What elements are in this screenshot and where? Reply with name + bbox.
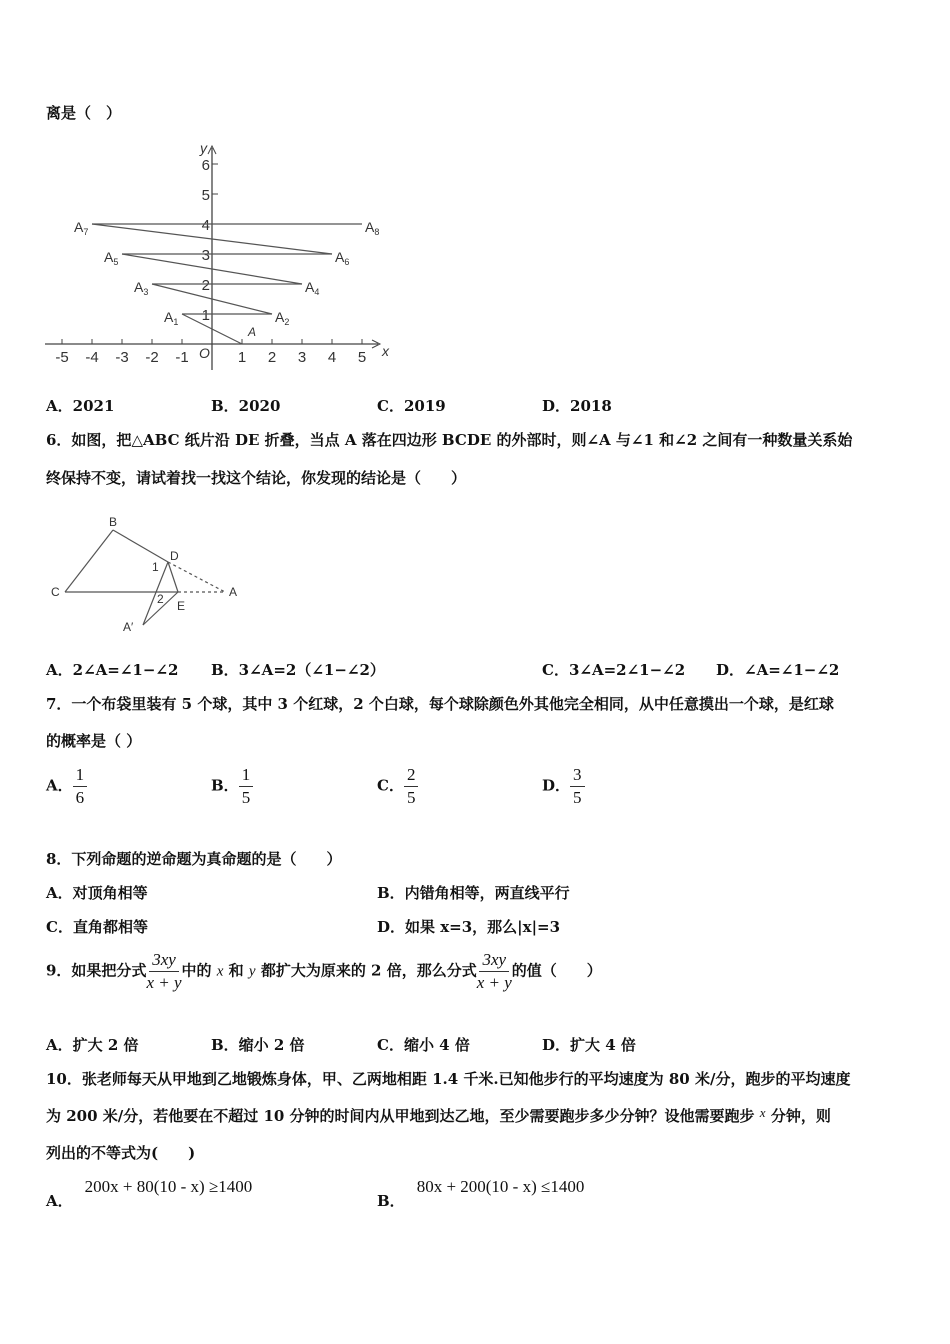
q9-option-b[interactable]: B．缩小 2 倍 xyxy=(211,1036,305,1054)
q8-option-c[interactable]: C．直角都相等 xyxy=(46,918,148,936)
x-tick-label: -1 xyxy=(175,349,189,366)
point-label: $A_4$ xyxy=(305,279,320,297)
label-a-prime: A′ xyxy=(123,620,134,634)
point-label: $A_7$ xyxy=(74,219,89,237)
fraction xyxy=(404,764,419,809)
q6-triangle-figure xyxy=(0,505,260,645)
numerator: 3xy xyxy=(479,949,509,972)
numerator: 1 xyxy=(73,764,88,787)
x-tick-label: 4 xyxy=(327,349,337,366)
label-angle-1: 1 xyxy=(152,560,159,574)
q7-option-b[interactable] xyxy=(211,764,253,809)
q9-option-c[interactable]: C．缩小 4 倍 xyxy=(377,1036,470,1054)
denominator: x + y xyxy=(146,973,182,992)
x-tick-label: 5 xyxy=(357,349,367,366)
q5-option-d[interactable]: D．2018 xyxy=(542,397,612,415)
option-letter: B． xyxy=(211,776,239,795)
q5-coordinate-graph xyxy=(0,0,950,400)
x-tick-label: -5 xyxy=(55,349,69,366)
text: 中的 xyxy=(181,961,212,980)
q5-option-c[interactable]: C．2019 xyxy=(377,397,446,415)
label-angle-2: 2 xyxy=(157,592,164,606)
fraction xyxy=(239,764,254,809)
text: 分钟，则 xyxy=(770,1107,831,1125)
option-letter: A． xyxy=(46,776,73,795)
x-tick-label: 3 xyxy=(297,349,307,366)
option-letter: D． xyxy=(542,776,571,795)
numerator: 2 xyxy=(404,764,419,787)
q10-option-a[interactable] xyxy=(46,1176,253,1210)
x-tick-label: 1 xyxy=(237,349,247,366)
q7-stem-line2: 的概率是（ ） xyxy=(46,732,142,750)
y-tick-label: 5 xyxy=(201,187,210,204)
q6-option-d[interactable]: D．∠A=∠1−∠2 xyxy=(716,661,840,679)
q6-stem-line2: 终保持不变，请试着找一找这个结论，你发现的结论是（ ） xyxy=(46,469,467,487)
inequality: 200x + 80(10 - x) ≥1400 xyxy=(84,1177,253,1196)
var-x: x xyxy=(216,963,224,980)
q5-option-a[interactable]: A．2021 xyxy=(46,397,115,415)
fraction-3xy-over-x-plus-y xyxy=(146,949,181,994)
q10-stem-line3: 列出的不等式为( ) xyxy=(46,1144,196,1162)
x-tick-label: -3 xyxy=(115,349,129,366)
label-a: A xyxy=(229,585,238,599)
text: 9．如果把分式 xyxy=(46,961,147,980)
denominator: 5 xyxy=(573,788,582,807)
label-b: B xyxy=(109,515,118,529)
q10-stem-line2 xyxy=(46,1105,831,1126)
q6-option-a[interactable]: A．2∠A=∠1−∠2 xyxy=(46,661,179,679)
label-d: D xyxy=(170,549,179,563)
q6-stem-line1: 6．如图，把△ABC 纸片沿 DE 折叠，当点 A 落在四边形 BCDE 的外部时，则∠A 与∠1 和∠2 之间有一种数量关系始 xyxy=(46,431,853,449)
origin-label: O xyxy=(199,345,210,361)
q6-option-c[interactable]: C．3∠A=2∠1−∠2 xyxy=(542,661,686,679)
text: 的值（ ） xyxy=(511,961,602,980)
q8-option-b[interactable]: B．内错角相等，两直线平行 xyxy=(377,884,570,902)
x-axis-label: x xyxy=(382,343,389,359)
numerator: 3xy xyxy=(149,949,179,972)
q7-option-c[interactable] xyxy=(377,764,418,809)
q7-option-d[interactable] xyxy=(542,764,585,809)
y-tick-label: 3 xyxy=(201,247,210,264)
q9-option-a[interactable]: A．扩大 2 倍 xyxy=(46,1036,139,1054)
denominator: 5 xyxy=(241,788,251,807)
var-x: x xyxy=(759,1105,766,1120)
q10-stem-line1: 10．张老师每天从甲地到乙地锻炼身体，甲、乙两地相距 1.4 千米.已知他步行的平均速度为 80 米/分，跑步的平均速度 xyxy=(46,1070,851,1088)
option-letter: C． xyxy=(377,776,404,795)
text: 为 200 米/分，若他要在不超过 10 分钟的时间内从甲地到达乙地，至少需要跑步多少分钟？设他需要跑步 xyxy=(46,1107,755,1125)
q8-option-d[interactable]: D．如果 x=3，那么|x|=3 xyxy=(377,918,561,936)
q9-stem xyxy=(46,949,602,994)
text: 和 xyxy=(228,961,244,980)
q7-option-a[interactable] xyxy=(46,764,87,809)
fraction-3xy-over-x-plus-y xyxy=(477,949,512,994)
label-e: E xyxy=(177,599,186,613)
point-label: $A_5$ xyxy=(104,249,119,267)
x-tick-label: -4 xyxy=(85,349,99,366)
x-tick-label: 2 xyxy=(267,349,277,366)
option-letter: B． xyxy=(377,1192,405,1210)
q6-option-b[interactable]: B．3∠A=2（∠1−∠2） xyxy=(211,661,385,679)
point-label: $A_6$ xyxy=(335,249,350,267)
text: 都扩大为原来的 2 倍，那么分式 xyxy=(260,961,477,980)
inequality: 80x + 200(10 - x) ≤1400 xyxy=(416,1177,585,1196)
point-label: A xyxy=(248,325,257,339)
q10-option-b[interactable] xyxy=(377,1176,585,1210)
q8-option-a[interactable]: A．对顶角相等 xyxy=(46,884,148,902)
numerator: 1 xyxy=(239,764,254,787)
q8-stem: 8．下列命题的逆命题为真命题的是（ ） xyxy=(46,850,342,868)
q9-option-d[interactable]: D．扩大 4 倍 xyxy=(542,1036,636,1054)
y-tick-label: 2 xyxy=(201,277,210,294)
q5-stem-tail: 离是（ ） xyxy=(46,104,122,122)
x-tick-label: -2 xyxy=(145,349,159,366)
point-label: $A_2$ xyxy=(275,309,290,327)
option-letter: A． xyxy=(46,1192,73,1210)
y-tick-label: 6 xyxy=(201,157,210,174)
point-label: $A_3$ xyxy=(134,279,149,297)
denominator: 5 xyxy=(406,788,416,807)
denominator: 6 xyxy=(75,788,85,807)
y-tick-label: 4 xyxy=(201,217,210,234)
denominator: x + y xyxy=(476,973,512,992)
point-label: $A_8$ xyxy=(365,219,380,237)
y-axis-label: y xyxy=(200,140,207,156)
point-label: $A_1$ xyxy=(164,309,179,327)
label-c: C xyxy=(51,585,60,599)
numerator: 3 xyxy=(570,764,585,787)
var-y: y xyxy=(248,963,256,980)
fraction xyxy=(570,764,585,809)
fraction xyxy=(73,764,88,809)
y-tick-label: 1 xyxy=(201,307,210,324)
q5-option-b[interactable]: B．2020 xyxy=(211,397,281,415)
q7-stem-line1: 7．一个布袋里装有 5 个球，其中 3 个红球，2 个白球，每个球除颜色外其他完全相同，从中任意摸出一个球，是红球 xyxy=(46,695,834,713)
